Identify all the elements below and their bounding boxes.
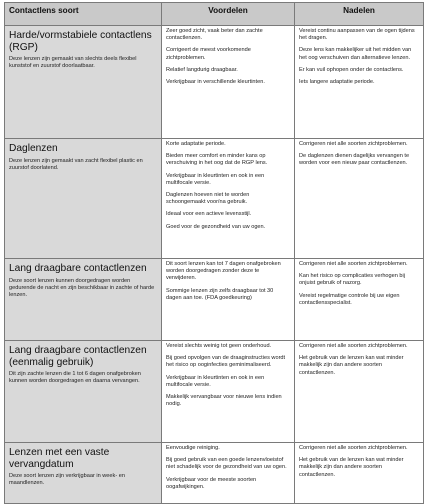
con-item: Het gebruik van de lenzen kan wat minder makkelijk zijn dan andere soorten contactlenzen. [299,355,404,376]
pro-item: Verkrijgbaar in kleurtinten en ook in een multifocale versie. [166,172,265,186]
con-item: Corrigeren niet alle soorten zichtproblemen. [299,343,408,349]
cons-cell [295,443,424,504]
con-item: Kan het risico op complicaties verhogen bij onjuist gebruik of nazorg. [299,273,406,287]
pros-cell [162,26,295,139]
pro-item: Corrigeert de meest voorkomende zichtproblemen. [166,47,251,61]
lens-type-description: Deze soort lenzen kunnen doorgedragen worden gedurende de nacht en zijn beschikbaar in zachte of harde lenzen. [9,277,155,298]
lens-type-name: Lang draagbare contactlenzen [9,263,147,274]
con-item: Deze lens kan makkelijker uit het midden van het oog verschuiven dan alternatieve lenzen. [299,47,412,61]
lens-type-description: Deze lenzen zijn gemaakt van slechts deels flexibel kunststof en zuurstof doorlaatbaar. [9,56,137,70]
cons-cell [295,341,424,443]
con-item: Corrigeren niet alle soorten zichtproblemen. [299,261,408,267]
pros-cell [162,341,295,443]
pro-item: Daglenzen hoeven niet te worden schoongemaakt voor/na gebruik. [166,192,250,206]
pro-item: Makkelijk vervangbaar voor nieuwe lens indien nodig. [166,394,282,408]
table-row [5,443,424,504]
lens-type-description: Dit zijn zachte lenzen die 1 tot 6 dagen onafgebroken kunnen worden doorgedragen en daarna vervangen. [9,371,141,385]
pro-item: Bij goed opvolgen van de draaginstructies wordt het risico op ooginfecties geminimaliseerd. [166,355,286,369]
header-row [5,3,424,26]
con-item: Corrigeren niet alle soorten zichtproblemen. [299,141,408,147]
pro-item: Sommige lenzen zijn zelfs draagbaar tot 30 dagen aan toe. (FDA goedkeuring) [166,287,274,301]
cons-cell [295,26,424,139]
pro-item: Bieden meer comfort en minder kans op verschuiving in het oog dat de RGP lens. [166,153,268,167]
header-cons: Nadelen [295,3,424,26]
con-item: Iets langere adaptatie periode. [299,79,375,86]
table-row [5,259,424,341]
table-row [5,26,424,139]
table-body [5,26,424,504]
con-item: Er kan vuil ophopen onder de contactlens. [299,66,404,73]
lens-type-description: Deze soort lenzen zijn verkrijgbaar in week- en maandlenzen. [9,473,125,487]
lens-type-cell [5,139,162,259]
table-row [5,341,424,443]
con-item: Het gebruik van de lenzen kan wat minder makkelijk zijn dan andere soorten contactlenzen. [299,457,404,478]
lens-type-name: Lenzen met een vaste vervangdatum [9,447,110,470]
header-type: Contactlens soort [5,3,162,26]
pro-item: Dit soort lenzen kan tot 7 dagen onafgebroken worden doorgedragen zonder deze te verwijderen. [166,261,281,282]
pro-item: Verkrijgbaar in verschillende kleurtinten. [166,79,265,86]
lens-type-cell [5,259,162,341]
pro-item: Vereist slechts weinig tot geen onderhoud. [166,343,272,349]
lens-type-cell [5,26,162,139]
pro-item: Goed voor de gezondheid van uw ogen. [166,223,266,230]
lens-type-cell [5,341,162,443]
lens-type-description: Deze lenzen zijn gemaakt van zacht flexibel plastic en zuurstof doorlatend. [9,157,143,171]
pro-item: Ideaal voor een actieve levensstijl. [166,211,252,218]
pro-item: Eenvoudige reiniging. [166,445,220,451]
pro-item: Relatief langdurig draagbaar. [166,66,238,73]
con-item: Corrigeren niet alle soorten zichtproblemen. [299,445,408,451]
lens-type-name: Lang draagbare contactlenzen (eenmalig gebruik) [9,345,147,368]
lens-type-name: Daglenzen [9,143,58,154]
lens-type-name: Harde/vormstabiele contactlens (RGP) [9,30,152,53]
cons-cell [295,259,424,341]
pro-item: Zeer goed zicht, vaak beter dan zachte contactlenzen. [166,28,263,42]
con-item: Vereist regelmatige controle bij uw eigen contactlensspecialist. [299,292,400,306]
pro-item: Bij goed gebruik van een goede lenzenvloeistof niet schadelijk voor de gezondheid van uw ogen. [166,457,287,471]
pros-cell [162,443,295,504]
con-item: Vereist continu aanpassen van de ogen tijdens het dragen. [299,28,415,42]
pro-item: Verkrijgbaar voor de meeste soorten oogafwijkingen. [166,476,257,490]
lens-type-cell [5,443,162,504]
header-pros: Voordelen [162,3,295,26]
table-row [5,139,424,259]
pros-cell [162,139,295,259]
pro-item: Korte adaptatie periode. [166,141,226,147]
pro-item: Verkrijgbaar in kleurtinten en ook in een multifocale versie. [166,374,265,388]
cons-cell [295,139,424,259]
con-item: De daglenzen dienen dagelijks vervangen te worden voor een nieuw paar contactlenzen. [299,153,410,167]
comparison-table [4,2,424,504]
pros-cell [162,259,295,341]
